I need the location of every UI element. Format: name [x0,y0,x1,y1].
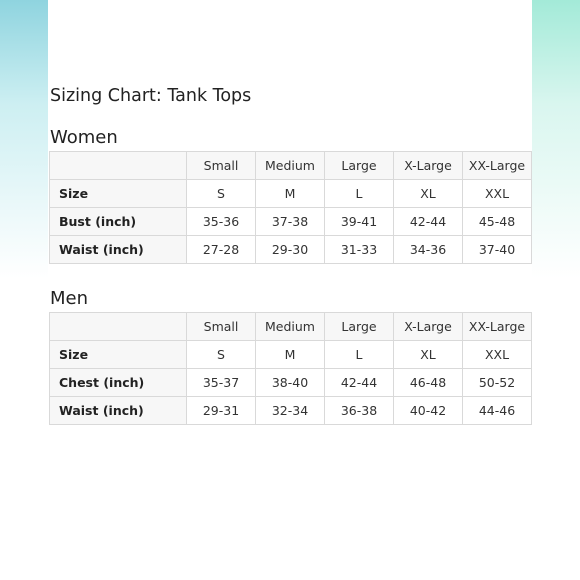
table-row [50,397,532,425]
men-row-label-waist: Waist (inch) [50,397,187,425]
table-cell: XXL [463,341,532,369]
women-row-label-size: Size [50,180,187,208]
table-row [50,369,532,397]
table-cell: S [187,180,256,208]
women-col-medium: Medium [256,152,325,180]
table-row [50,341,532,369]
table-cell: 37-38 [256,208,325,236]
men-col-xx-large: XX-Large [463,313,532,341]
men-col-x-large: X-Large [394,313,463,341]
women-heading: Women [50,127,118,148]
men-size-table [49,312,532,425]
table-row [50,208,532,236]
table-cell: 46-48 [394,369,463,397]
table-cell: XL [394,341,463,369]
page-title: Sizing Chart: Tank Tops [50,86,252,106]
table-cell: 29-31 [187,397,256,425]
table-cell: 40-42 [394,397,463,425]
men-row-label-chest: Chest (inch) [50,369,187,397]
table-row [50,236,532,264]
table-cell: 31-33 [325,236,394,264]
table-cell: S [187,341,256,369]
women-col-large: Large [325,152,394,180]
table-cell: 44-46 [463,397,532,425]
women-row-label-waist: Waist (inch) [50,236,187,264]
table-cell: L [325,341,394,369]
table-cell: 29-30 [256,236,325,264]
table-cell: 37-40 [463,236,532,264]
table-cell: 27-28 [187,236,256,264]
table-cell: XXL [463,180,532,208]
men-col-medium: Medium [256,313,325,341]
table-cell: XL [394,180,463,208]
table-cell: 36-38 [325,397,394,425]
women-row-label-bust: Bust (inch) [50,208,187,236]
left-gradient-band [0,0,48,580]
table-cell: 39-41 [325,208,394,236]
sizing-chart-panel [48,0,532,580]
right-gradient-band [532,0,580,580]
men-header-row [50,313,532,341]
table-cell: 45-48 [463,208,532,236]
table-cell: M [256,341,325,369]
table-cell: 42-44 [394,208,463,236]
men-col-large: Large [325,313,394,341]
table-row [50,180,532,208]
table-cell: 38-40 [256,369,325,397]
table-cell: 50-52 [463,369,532,397]
women-header-corner [50,152,187,180]
table-cell: L [325,180,394,208]
women-col-xx-large: XX-Large [463,152,532,180]
men-header-corner [50,313,187,341]
table-cell: M [256,180,325,208]
women-header-row [50,152,532,180]
men-row-label-size: Size [50,341,187,369]
women-size-table [49,151,532,264]
table-cell: 35-37 [187,369,256,397]
men-heading: Men [50,288,89,309]
table-cell: 42-44 [325,369,394,397]
women-col-small: Small [187,152,256,180]
table-cell: 34-36 [394,236,463,264]
table-cell: 32-34 [256,397,325,425]
women-col-x-large: X-Large [394,152,463,180]
men-col-small: Small [187,313,256,341]
table-cell: 35-36 [187,208,256,236]
